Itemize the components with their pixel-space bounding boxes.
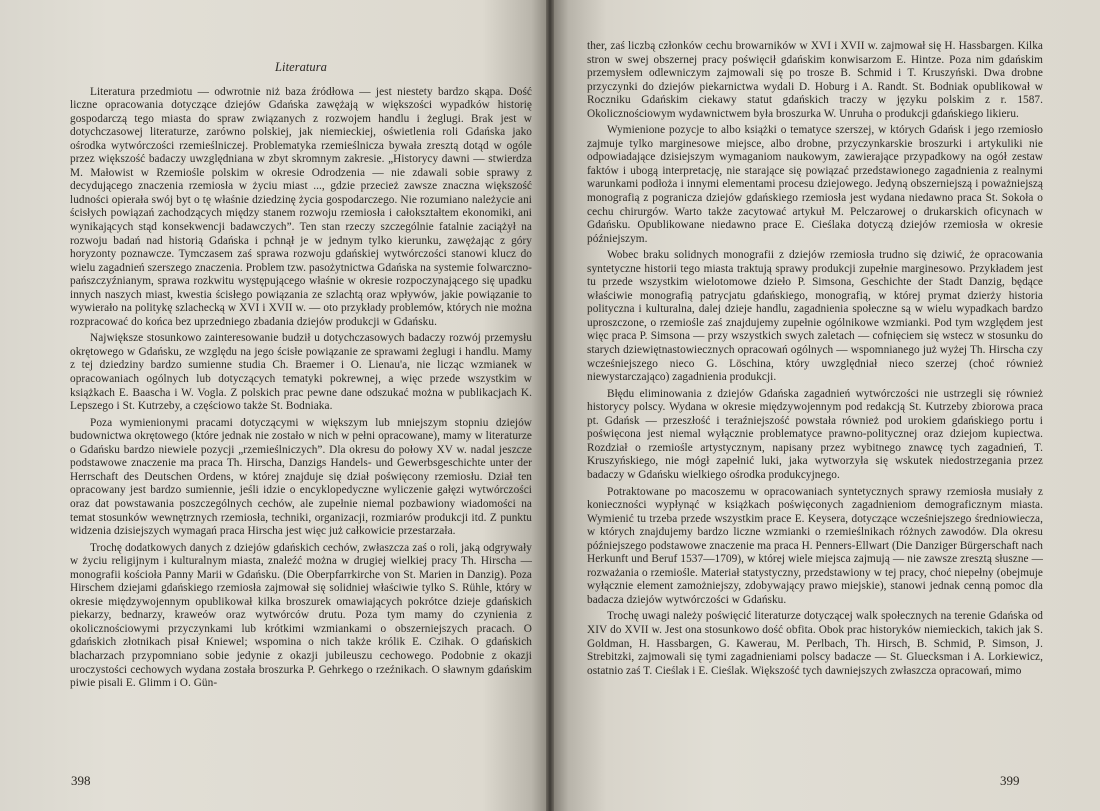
paragraph-continued: ther, zaś liczbą członków cechu browarników w XVI i XVII w. zajmował się H. Hassbargen. Kilka stron w swej obszernej pracy poświęcił gdańskim konwisarzom E. Hintze. Poza nim gdańskim przemysłem odlewniczym zajmowali się po trosze B. Schmid i T. Kruszyński. Dwa drobne przyczynki do dziejów piekarnictwa wydali D. Hoburg i A. Randt. St. Bodniak opublikował w Roczniku Gdańskim ciekawy statut gdańskich traczy w języku polskim z r. 1587. Okolicznościowym wydawnictwem była broszurka W. Unruha o produkcji gdańskiego likieru. xyxy=(587,40,1043,120)
paragraph: Poza wymienionymi pracami dotyczącymi w większym lub mniejszym stopniu dziejów budownictwa okrętowego (które jednak nie zostało w nich w pełni opracowane), mamy w literaturze o Gdańsku bardzo niewiele pozycji „rzemieślniczych”. Dla okresu do połowy XV w. nadal jeszcze podstawowe znaczenie ma praca Th. Hirscha, Danzigs Handels- und Gewerbsgeschichte unter der Herrschaft des Deutschen Ordens, w której znajduje się dział poświęcony rzemiosłu. Dział ten opracowany jest bardzo sumiennie, jeśli idzie o encyklopedyczne wyliczenie gałęzi wytwórczości oraz dat powstawania poszczególnych cechów, ale zupełnie niemal pozbawiony wiadomości na temat stosunków wewnętrznych rzemiosła, techniki, organizacji, rozmiarów produkcji itd. Z punktu widzenia dzisiejszych wymagań praca Hirscha jest więc już całkowicie przestarzała. xyxy=(70,416,532,538)
paragraph: Największe stosunkowo zainteresowanie budził u dotychczasowych badaczy rozwój przemysłu okrętowego w Gdańsku, ze względu na jego ścisłe powiązanie ze sprawami żeglugi i handlu. Mamy z tej dziedziny bardzo sumienne studia Ch. Braemer i O. Lienau'a, nie licząc wzmianek w opracowaniach ogólnych lub dotyczących tematyki pokrewnej, a więc przede wszystkim w książkach E. Baascha i W. Vogla. Z polskich prac pewne dane odszukać można w publikacjach K. Lepszego i St. Kutrzeby, a częściowo także St. Bodniaka. xyxy=(70,332,532,413)
book-gutter xyxy=(546,0,554,811)
right-page xyxy=(552,0,1100,811)
paragraph: Potraktowane po macoszemu w opracowaniach syntetycznych sprawy rzemiosła musiały z konieczności wypłynąć w książkach poświęconych zagadnieniom demograficznym miasta. Wymienić tu trzeba przede wszystkim prace E. Keysera, dotyczące wcześniejszego średniowiecza, w których znajdujemy bardzo liczne wzmianki o rzemieślnikach różnych zawodów. Dla okresu późniejszego podstawowe znaczenie ma praca H. Penners-Ellwart (Die Danziger Bürgerschaft nach Herkunft und Beruf 1537—1709), w której wiele miejsca zajmują — nie zawsze zresztą słuszne — rozważania o rzemiośle. Materiał statystyczny, przedstawiony w tej pracy, choć niepełny (obejmuje wyłącznie element zamożniejszy, zdobywający prawo miejskie), stanowi jednak cenną pomoc dla badacza dziejów wytwórczości w Gdańsku. xyxy=(587,485,1043,606)
paragraph: Błędu eliminowania z dziejów Gdańska zagadnień wytwórczości nie ustrzegli się również historycy polscy. Wydana w okresie międzywojennym pod redakcją St. Kutrzeby zbiorowa praca pt. Gdańsk — przeszłość i teraźniejszość powstała również pod urokiem gdańskiego portu i poświęcona jest niemal wyłącznie problematyce prawno-politycznej oraz dziejom kupiectwa. Rozdział o rzemiośle artystycznym, napisany przez wybitnego znawcę tych zagadnień, T. Kruszyńskiego, nie mógł zapełnić luki, jaka wytworzyła się wskutek niedostrzegania przez badaczy w Gdańsku wielkiego ośrodka produkcyjnego. xyxy=(587,387,1043,481)
paragraph: Wymienione pozycje to albo książki o tematyce szerszej, w których Gdańsk i jego rzemiosło zajmuje tylko marginesowe miejsce, albo drobne, przyczynkarskie broszurki i artykuliki nie odpowiadające dzisiejszym wymaganiom naukowym, zawierające przypadkowy na ogół zestaw faktów i ubogą interpretację, nie starające się powiązać przedstawionego zagadnienia z realnymi warunkami podłoża i innymi elementami procesu dziejowego. Jedyną obszerniejszą i poważniejszą monografią z pogranicza dziejów gdańskiego rzemiosła jest wydana niedawno praca St. Sokoła o cechu chirurgów. Warto także zacytować artykuł M. Pelczarowej o drukarskich oficynach w Gdańsku. Opublikowane niedawno prace E. Cieślaka dotyczą dziejów rzemiosła w okresie późniejszym. xyxy=(587,124,1043,245)
paragraph: Trochę uwagi należy poświęcić literaturze dotyczącej walk społecznych na terenie Gdańska od XIV do XVII w. Jest ona stosunkowo dość obfita. Obok prac historyków niemieckich, takich jak S. Goldman, H. Hassbargen, G. Kawerau, M. Perlbach, Th. Hirsch, B. Schmid, P. Simson, J. Strebitzki, zajmowali się tymi zagadnieniami polscy badacze — St. Gluecksman i A. Lorkiewicz, ostatnio zaś T. Cieślak i E. Cieślak. Większość tych dawniejszych zwłaszcza opracowań, mimo xyxy=(587,610,1043,677)
right-text-column xyxy=(587,40,1043,678)
paragraph: Literatura przedmiotu — odwrotnie niż baza źródłowa — jest niestety bardzo skąpa. Dość liczne opracowania dotyczące dziejów Gdańska zawężają w większości wypadków historię gospodarczą tego miasta do spraw związanych z rozwojem handlu i żeglugi. Brak jest w dotychczasowej literaturze, zarówno polskiej, jak niemieckiej, oświetlenia roli Gdańska jako ośrodka wytwórczości rzemieślniczej. Problematyka rzemieślnicza bywała zresztą dotąd w ogóle przez większość badaczy uwzględniana w zbyt skromnym zakresie. „Historycy dawni — stwierdza M. Małowist w Rzemiośle polskim w okresie Odrodzenia — nie zdawali sobie sprawy z decydującego znaczenia rzemiosła w życiu miast ..., gdzie przecież zawsze znaczna większość ludności opierała swój byt o tę właśnie dziedzinę życia gospodarczego. Nie rozumiano należycie ani ścisłych powiązań zachodzących między stanem rozwoju rzemiosła i całokształtem ekonomiki, ani wynikających stąd konsekwencji badawczych”. Ten stan rzeczy szczególnie fatalnie zaciążył na rozwoju badań nad historią Gdańska i pchnął je w jednym tylko kierunku, zawężając z góry horyzonty poznawcze. Tymczasem zaś sprawa rozwoju gdańskiej wytwórczości stanowi klucz do wielu zagadnień szerszego znaczenia. Problem tzw. pasożytnictwa Gdańska na systemie folwarczno-pańszczyźnianym, sprawa rozkwitu występującego właśnie w okresie rozpoczynającego się upadku innych naszych miast, kwestia ścisłego powiązania ze szlachtą oraz wpływów, jakie powiązanie to wywierało na politykę szlachecką w XVI i XVII w. — oto przykłady problemów, których nie można rozpracować do końca bez uprzedniego zbadania dziejów produkcji w Gdańsku. xyxy=(70,85,532,328)
page-number-left: 398 xyxy=(71,773,91,788)
section-heading: Literatura xyxy=(275,60,327,74)
paragraph: Trochę dodatkowych danych z dziejów gdańskich cechów, zwłaszcza zaś o roli, jaką odgrywały w życiu religijnym i kulturalnym miasta, znaleźć można w drugiej wielkiej pracy Th. Hirscha — monografii kościoła Panny Marii w Gdańsku. (Die Oberpfarrkirche von St. Marien in Danzig). Poza Hirschem dziejami gdańskiego rzemiosła zajmował się solidniej właściwie tylko S. Rühle, który w okresie międzywojennym opublikował kilka broszurek omawiających pokrótce dzieje gdańskich piekarzy, bednarzy, kraweów oraz wytwórców drutu. Poza tym mamy do czynienia z okolicznościowymi przyczynkami lub krótkimi wzmiankami o obszerniejszych pracach. O gdańskich złotnikach pisał Kniewel; wspomina o nich także królik E. Czihak. O gdańskich blacharzach przypomniano sobie jedynie z okazji jubileuszu cechowego. Podobnie z okazji uroczystości cechowych wydana została broszurka P. Gehrkego o rzeźnikach. O sławnym gdańskim piwie pisali E. Glimm i O. Gün- xyxy=(70,541,532,690)
left-page xyxy=(0,0,548,811)
page-number-right: 399 xyxy=(1000,773,1020,788)
paragraph: Wobec braku solidnych monografii z dziejów rzemiosła trudno się dziwić, że opracowania syntetyczne historii tego miasta traktują sprawy produkcji zupełnie marginesowo. Przykładem jest tu przede wszystkim wielotomowe dzieło P. Simsona, Geschichte der Stadt Danzig, będące właściwie monografią patrycjatu gdańskiego, monografią, w której prymat dzierży historia polityczna i kulturalna, dalej dzieje handlu, zagadnienia społeczne są w wielu wypadkach bardzo uproszczone, o rzemiośle zaś znajdujemy zupełnie ogólnikowe wzmianki. Pod tym względem jest więc praca P. Simsona — przy wszystkich swych zaletach — cofnięciem się wstecz w stosunku do starych dziewiętnastowiecznych opracowań ogólnych — wspomnianego już wyżej Th. Hirscha czy wcześniejszego nieco G. Löschina, który uwzględniał nieco szerzej (choć również niewystarczająco) zagadnienia produkcji. xyxy=(587,249,1043,384)
left-text-column xyxy=(70,61,532,691)
